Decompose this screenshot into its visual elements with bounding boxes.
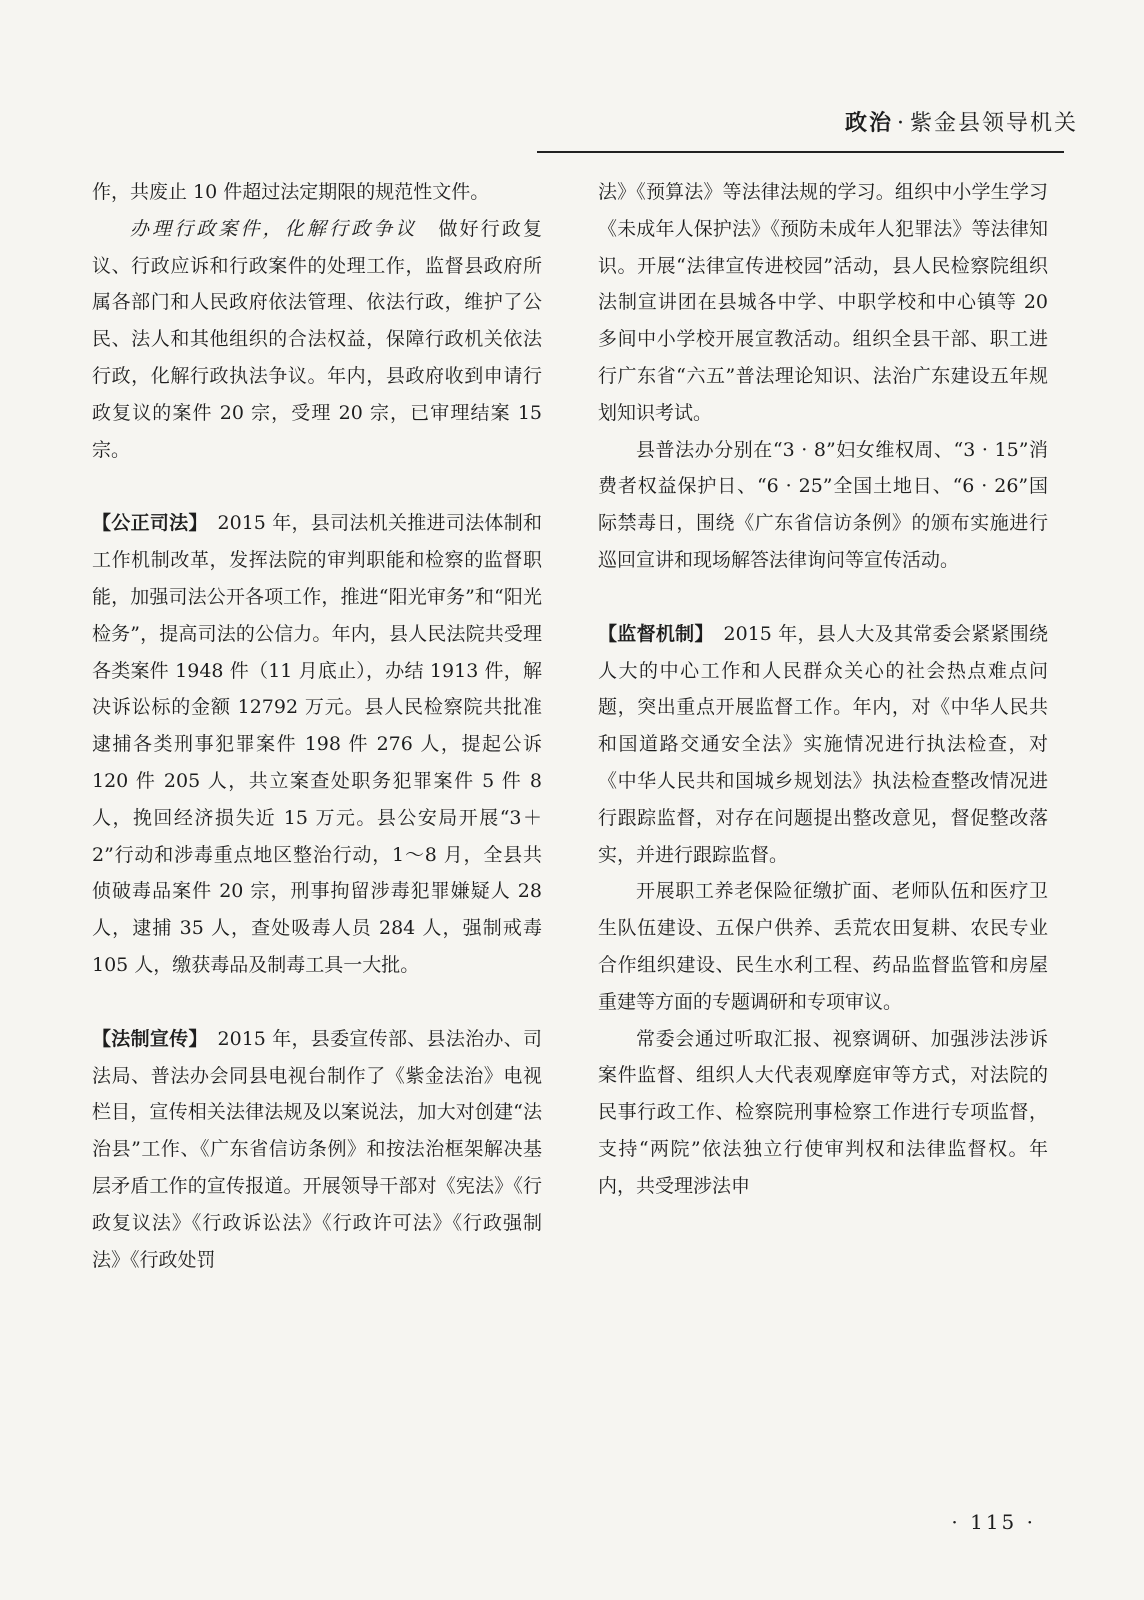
section-heading: 【公正司法】 [92, 512, 199, 535]
paragraph [92, 211, 542, 469]
paragraph: 开展职工养老保险征缴扩面、老师队伍和医疗卫生队伍建设、五保户供养、丢荒农田复耕、农民专业合作组织建设、民生水利工程、药品监督监管和房屋重建等方面的专题调研和专项审议。 [598, 880, 1048, 1013]
left-column [92, 174, 542, 1278]
header-rule [537, 151, 1064, 153]
section-body: 2015 年，县委宣传部、县法治办、司法局、普法办会同县电视台制作了《紫金法治》电视栏目，宣传相关法律法规及以案说法，加大对创建“法治县”工作、《广东省信访条例》和按法治框架解决基层矛盾工作的宣传报道。开展领导干部对《宪法》《行政复议法》《行政诉讼法》《行政许可法》《行政强制法》《行政处罚 [92, 1027, 542, 1271]
header-section: 政治 [844, 111, 893, 136]
paragraph: 县普法办分别在“3 · 8”妇女维权周、“3 · 15”消费者权益保护日、“6 · 25”全国土地日、“6 · 26”国际禁毒日，围绕《广东省信访条例》的颁布实施进行巡回宣讲和现场解答法律询问等宣传活动。 [598, 438, 1048, 571]
running-header [845, 106, 1078, 137]
paragraph-lead: 办理行政案件，化解行政争议 [130, 217, 418, 240]
paragraph: 常委会通过听取汇报、视察调研、加强涉法涉诉案件监督、组织人大代表观摩庭审等方式，对法院的民事行政工作、检察院刑事检察工作进行专项监督，支持“两院”依法独立行使审判权和法律监督权。年内，共受理涉法申 [598, 1027, 1048, 1197]
section-gongzheng-sifa [92, 505, 542, 983]
paragraph: 作，共废止 10 件超过法定期限的规范性文件。 [92, 181, 490, 203]
section-fazhi-xuanchuan [92, 1021, 542, 1279]
header-separator: · [896, 111, 906, 136]
paragraph: 法》《预算法》等法律法规的学习。组织中小学生学习《未成年人保护法》《预防未成年人犯罪法》等法律知识。开展“法律宣传进校园”活动，县人民检察院组织法制宣讲团在县城各中学、中职学校和中心镇等 20 多间中小学校开展宣教活动。组织全县干部、职工进行广东省“六五”普法理论知识、法治广东建设五年规划知识考试。 [598, 181, 1048, 424]
header-subsection: 紫金县领导机关 [909, 111, 1078, 136]
section-jiandu-jizhi [598, 616, 1048, 874]
section-body: 2015 年，县人大及其常委会紧紧围绕人大的中心工作和人民群众关心的社会热点难点问题，突出重点开展监督工作。年内，对《中华人民共和国道路交通安全法》实施情况进行执法检查，对《中华人民共和国城乡规划法》执法检查整改情况进行跟踪监督，对存在问题提出整改意见，督促整改落实，并进行跟踪监督。 [598, 622, 1048, 866]
paragraph-body: 做好行政复议、行政应诉和行政案件的处理工作，监督县政府所属各部门和人民政府依法管理、依法行政，维护了公民、法人和其他组织的合法权益，保障行政机关依法行政，化解行政执法争议。年内，县政府收到申请行政复议的案件 20 宗，受理 20 宗，已审理结案 15 宗。 [92, 217, 542, 461]
right-column [598, 174, 1048, 1205]
section-heading: 【监督机制】 [598, 622, 705, 645]
section-heading: 【法制宣传】 [92, 1027, 199, 1050]
page-number: · 115 · [951, 1510, 1036, 1534]
section-body: 2015 年，县司法机关推进司法体制和工作机制改革，发挥法院的审判职能和检察的监督职能，加强司法公开各项工作，推进“阳光审务”和“阳光检务”，提高司法的公信力。年内，县人民法院共受理各类案件 1948 件（11 月底止），办结 1913 件，解决诉讼标的金额 12792 万元。县人民检察院共批准逮捕各类刑事犯罪案件 198 件 276 人，提起公诉 120 件 205 人，共立案查处职务犯罪案件 5 件 8 人，挽回经济损失近 15 万元。县公安局开展“3＋2”行动和涉毒重点地区整治行动，1～8 月，全县共侦破毒品案件 20 宗，刑事拘留涉毒犯罪嫌疑人 28 人，逮捕 35 人，查处吸毒人员 284 人，强制戒毒 105 人，缴获毒品及制毒工具一大批。 [92, 512, 542, 976]
